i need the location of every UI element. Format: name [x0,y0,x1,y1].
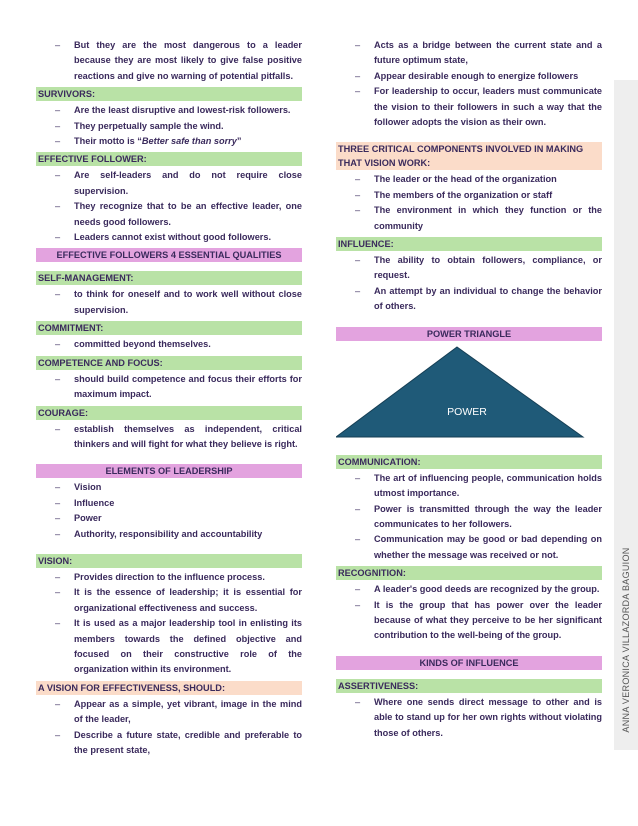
list-item: – Communication may be good or bad depending on whether the message was received or not. [336,532,602,563]
influence-list [336,253,602,315]
three-components-list [336,172,602,234]
right-column [336,36,602,744]
list-item: – The leader or the head of the organization [336,172,602,187]
list-item: – to think for oneself and to work well without close supervision. [36,287,302,318]
list-item: – Are the least disruptive and lowest-risk followers. [36,103,302,118]
list-item: – They perpetually sample the wind. [36,119,302,134]
competence-heading: COMPETENCE AND FOCUS: [36,356,302,370]
three-components-heading: THREE CRITICAL COMPONENTS INVOLVED IN MAKING THAT VISION WORK: [336,142,602,170]
list-item: – Power [36,511,302,526]
list-item: – Vision [36,480,302,495]
list-item: – Provides direction to the influence process. [36,570,302,585]
self-management-heading: SELF-MANAGEMENT: [36,271,302,285]
list-item: – It is used as a major leadership tool in enlisting its members towards the defined objective and focused on their constructive role of the organization within its environment. [36,616,302,678]
communication-heading: COMMUNICATION: [336,455,602,469]
list-item: – Authority, responsibility and accountability [36,527,302,542]
commitment-list [36,337,302,352]
list-item: – The environment in which they function or the community [336,203,602,234]
list-item: – Influence [36,496,302,511]
spacer [336,647,602,656]
elements-list [36,480,302,542]
list-item: – Appear desirable enough to energize followers [336,69,602,84]
list-item: – Leaders cannot exist without good followers. [36,230,302,245]
triangle-label: POWER [447,405,487,418]
vision-effectiveness-list [36,697,302,759]
effective-follower-heading: EFFECTIVE FOLLOWER: [36,152,302,166]
four-qualities-title: EFFECTIVE FOLLOWERS 4 ESSENTIAL QUALITIES [36,248,302,262]
power-triangle-diagram [336,341,602,455]
list-item: – The members of the organization or staff [336,188,602,203]
list-item: – establish themselves as independent, critical thinkers and will fight for what they believe is right. [36,422,302,453]
recognition-list [336,582,602,644]
left-intro-list [36,38,302,84]
spacer [36,262,302,271]
kinds-of-influence-title: KINDS OF INFLUENCE [336,656,602,670]
spacer [36,545,302,554]
list-item: – committed beyond themselves. [36,337,302,352]
list-item: – Where one sends direct message to other and is able to stand up for her own rights without violating those of others. [336,695,602,741]
vision-heading: VISION: [36,554,302,568]
effective-follower-list [36,168,302,245]
right-intro-list [336,38,602,130]
list-item: – A leader's good deeds are recognized by the group. [336,582,602,597]
list-item: – It is the group that has power over the leader because of what they perceive to be her significant contribution to the well-being of the group. [336,598,602,644]
recognition-heading: RECOGNITION: [336,566,602,580]
list-item: – The ability to obtain followers, compliance, or request. [336,253,602,284]
list-item: – An attempt by an individual to change the behavior of others. [336,284,602,315]
survivors-list [36,103,302,149]
list-item: – But they are the most dangerous to a leader because they are most likely to give false positive reactions and give no warning of potential pitfalls. [36,38,302,84]
courage-list [36,422,302,453]
vision-effectiveness-heading: A VISION FOR EFFECTIVENESS, SHOULD: [36,681,302,695]
influence-heading: INFLUENCE: [336,237,602,251]
list-item: – Describe a future state, credible and preferable to the present state, [36,728,302,759]
survivors-heading: SURVIVORS: [36,87,302,101]
competence-list [36,372,302,403]
list-item: – Appear as a simple, yet vibrant, image in the mind of the leader, [36,697,302,728]
communication-list [336,471,602,563]
list-item: – It is the essence of leadership; it is essential for organizational effectiveness and success. [36,585,302,616]
elements-title: ELEMENTS OF LEADERSHIP [36,464,302,478]
spacer [36,455,302,464]
spacer [336,670,602,679]
commitment-heading: COMMITMENT: [36,321,302,335]
list-item: – Acts as a bridge between the current state and a future optimum state, [336,38,602,69]
power-triangle-svg [336,341,602,455]
list-item: – The art of influencing people, communication holds utmost importance. [336,471,602,502]
list-item: – Power is transmitted through the way the leader communicates to her followers. [336,502,602,533]
motto-quote: Better safe than sorry [141,136,237,147]
list-item: – Are self-leaders and do not require close supervision. [36,168,302,199]
list-item: – should build competence and focus their efforts for maximum impact. [36,372,302,403]
author-name: ANNA VERONICA VILLAZORDA BAGUION [621,547,631,733]
list-item: – They recognize that to be an effective leader, one needs good followers. [36,199,302,230]
spacer [336,318,602,327]
vision-list [36,570,302,678]
list-item: – Their motto is “Better safe than sorry” [36,134,302,149]
list-item: – For leadership to occur, leaders must communicate the vision to their followers in such a way that the follower adopts the vision as their own. [336,84,602,130]
left-column [36,36,302,761]
power-triangle-shape [336,347,583,437]
assertiveness-list [336,695,602,741]
courage-heading: COURAGE: [36,406,302,420]
spacer [336,133,602,142]
power-triangle-title: POWER TRIANGLE [336,327,602,341]
self-management-list [36,287,302,318]
assertiveness-heading: ASSERTIVENESS: [336,679,602,693]
